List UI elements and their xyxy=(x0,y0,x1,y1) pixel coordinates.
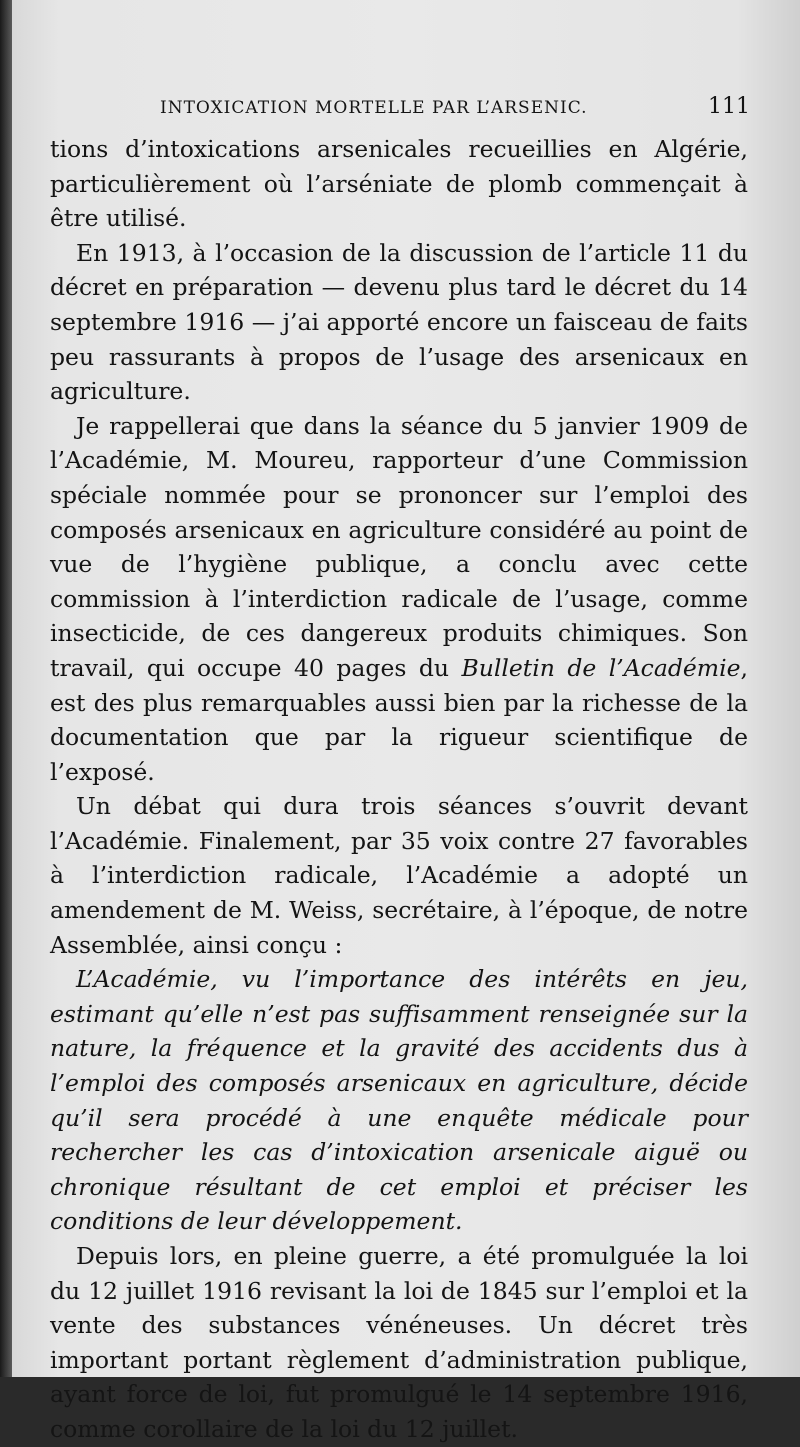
paragraph-moureu xyxy=(50,409,748,790)
paragraph-moureu-text-after: , est des plus remarquables aussi bien par la richesse de la documentation que par la rigueur scientifique de l’exposé. xyxy=(50,653,748,786)
page-number: 111 xyxy=(708,94,750,119)
paragraph-loi-1916: Depuis lors, en pleine guerre, a été promulguée la loi du 12 juillet 1916 revisant la loi de 1845 sur l’emploi et la vente des substances vénéneuses. Un décret très important portant règlement d’administration publique, ayant force de loi, fut promulgué le 14 septembre 1916, comme corollaire de la loi du 12 juillet. xyxy=(50,1242,748,1443)
paragraph-1913: En 1913, à l’occasion de la discussion de l’article 11 du décret en préparation — devenu plus tard le décret du 14 septembre 1916 — j’ai apporté encore un faisceau de faits peu rassurants à propos de l’usage des arsenicaux en agriculture. xyxy=(50,238,748,406)
page-header xyxy=(160,94,750,124)
paragraph-debat: Un débat qui dura trois séances s’ouvrit devant l’Académie. Finalement, par 35 voix contre 27 favorables à l’interdiction radicale, l’Académie a adopté un amendement de M. Weiss, secrétaire, à l’époque, de notre Assemblée, ainsi conçu : xyxy=(50,792,748,959)
book-page xyxy=(12,0,800,1443)
page-body xyxy=(50,132,748,1447)
paragraph-continuation: tions d’intoxications arsenicales recueillies en Algérie, particulièrement où l’arséniate de plomb commençait à être utilisé. xyxy=(50,135,748,233)
running-title: INTOXICATION MORTELLE PAR L’ARSENIC. xyxy=(160,98,588,118)
quoted-amendment: L’Académie, vu l’importance des intérêts en jeu, estimant qu’elle n’est pas suffisamment renseignée sur la nature, la fréquence et la gravité des accidents dus à l’emploi des composés arsenicaux en agriculture, décide qu’il sera procédé à une enquête médicale pour rechercher les cas d’intoxication arsenicale aiguë ou chronique résultant de cet emploi et préciser les conditions de leur développement. xyxy=(50,965,748,1236)
bulletin-title: Bulletin de l’Académie xyxy=(461,653,741,682)
paragraph-moureu-text: Je rappellerai que dans la séance du 5 janvier 1909 de l’Académie, M. Moureu, rapporteur d’une Commission spéciale nommée pour se prononcer sur l’emploi des composés arsenicaux en agriculture considéré au point de vue de l’hygiène publique, a conclu avec cette commission à l’interdiction radicale de l’usage, comme insecticide, de ces dangereux produits chimiques. Son travail, qui occupe 40 pages du xyxy=(50,411,748,682)
page-binding-edge xyxy=(0,0,12,1377)
